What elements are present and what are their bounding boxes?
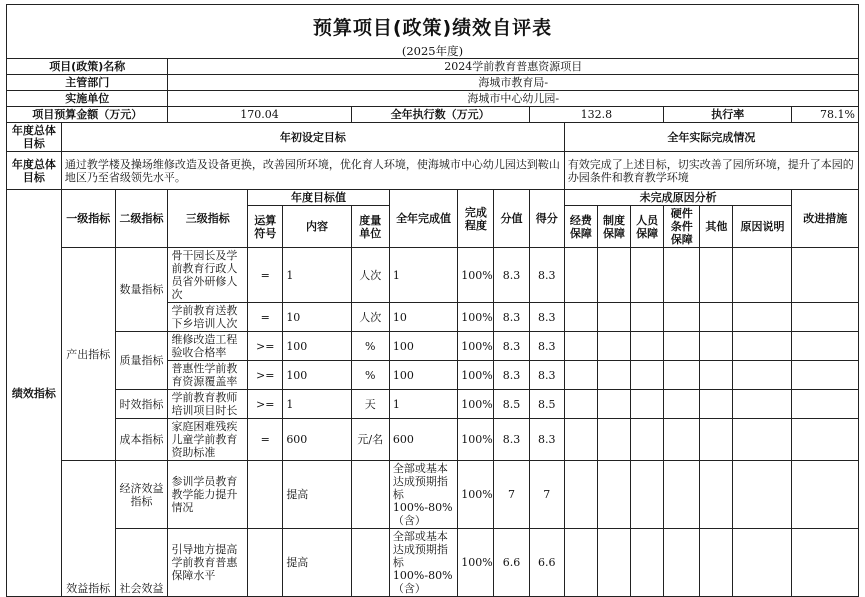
indicator-score: 8.3 <box>494 248 529 303</box>
title-box <box>6 4 859 58</box>
empty-cell <box>597 529 630 597</box>
empty-cell <box>597 461 630 529</box>
empty-cell <box>664 303 700 332</box>
project-name-label: 项目(政策)名称 <box>7 59 168 75</box>
indicator-got: 8.3 <box>529 303 564 332</box>
row-project-name <box>7 59 859 75</box>
indicator-degree: 100% <box>458 332 494 361</box>
indicator-op <box>248 461 283 529</box>
table-row <box>7 332 859 361</box>
indicator-content: 10 <box>283 303 351 332</box>
indicator-degree: 100% <box>458 361 494 390</box>
empty-cell <box>631 461 664 529</box>
empty-cell <box>792 361 859 390</box>
empty-cell <box>733 390 792 419</box>
budget-label: 项目预算金额（万元） <box>7 107 168 123</box>
empty-cell <box>792 461 859 529</box>
indicator-actual: 1 <box>389 390 457 419</box>
empty-cell <box>564 461 597 529</box>
empty-cell <box>664 248 700 303</box>
indicator-unit: 人次 <box>351 303 389 332</box>
group-quality: 质量指标 <box>115 332 168 390</box>
group-economic: 经济效益指标 <box>115 461 168 529</box>
indicator-actual: 全部或基本达成预期指标100%-80%（含） <box>389 529 457 597</box>
header-actual: 全年完成值 <box>389 190 457 248</box>
indicator-op: >= <box>248 390 283 419</box>
header-content: 内容 <box>283 206 351 248</box>
goal-label-2: 年度总体目标 <box>7 152 62 190</box>
empty-cell <box>631 361 664 390</box>
header-reason-3: 人员保障 <box>631 206 664 248</box>
row-goal-header <box>7 123 859 152</box>
empty-cell <box>733 461 792 529</box>
indicator-got: 7 <box>529 461 564 529</box>
rate-label: 执行率 <box>664 107 792 123</box>
row-dept <box>7 75 859 91</box>
indicator-score: 7 <box>494 461 529 529</box>
header-op: 运算符号 <box>248 206 283 248</box>
header-reason-4: 硬件条件保障 <box>664 206 700 248</box>
indicator-got: 8.3 <box>529 361 564 390</box>
empty-cell <box>733 332 792 361</box>
empty-cell <box>631 419 664 461</box>
header-reason-5: 其他 <box>700 206 733 248</box>
budget-value: 170.04 <box>168 107 351 123</box>
empty-cell <box>700 461 733 529</box>
indicator-score: 6.6 <box>494 529 529 597</box>
project-name-value: 2024学前教育普惠资源项目 <box>168 59 859 75</box>
table-row <box>7 461 859 529</box>
rate-value: 78.1% <box>792 107 859 123</box>
empty-cell <box>597 390 630 419</box>
indicator-op: >= <box>248 361 283 390</box>
group-quantity: 数量指标 <box>115 248 168 332</box>
header-improve: 改进措施 <box>792 190 859 248</box>
empty-cell <box>792 332 859 361</box>
empty-cell <box>564 332 597 361</box>
initial-goal-header: 年初设定目标 <box>61 123 564 152</box>
indicator-content: 提高 <box>283 529 351 597</box>
empty-cell <box>564 248 597 303</box>
table-row <box>7 248 859 303</box>
indicator-score: 8.3 <box>494 332 529 361</box>
indicator-name: 学前教育教师培训项目时长 <box>168 390 248 419</box>
empty-cell <box>792 390 859 419</box>
row-goal-text <box>7 152 859 190</box>
indicator-name: 学前教育送教下乡培训人次 <box>168 303 248 332</box>
indicator-got: 8.3 <box>529 332 564 361</box>
empty-cell <box>664 390 700 419</box>
indicator-got: 8.3 <box>529 248 564 303</box>
indicator-op: = <box>248 303 283 332</box>
indicator-name: 参训学员教育教学能力提升情况 <box>168 461 248 529</box>
unit-value: 海城市中心幼儿园- <box>168 91 859 107</box>
indicator-name: 普惠性学前教育资源覆盖率 <box>168 361 248 390</box>
row-unit <box>7 91 859 107</box>
empty-cell <box>631 332 664 361</box>
indicator-unit: 元/名 <box>351 419 389 461</box>
empty-cell <box>664 361 700 390</box>
header-target-group: 年度目标值 <box>248 190 390 206</box>
empty-cell <box>733 361 792 390</box>
header-got: 得分 <box>529 190 564 248</box>
indicator-content: 提高 <box>283 461 351 529</box>
indicator-name: 家庭困难残疾儿童学前教育资助标准 <box>168 419 248 461</box>
header-degree: 完成程度 <box>458 190 494 248</box>
indicator-unit: 天 <box>351 390 389 419</box>
dept-label: 主管部门 <box>7 75 168 91</box>
indicator-got: 6.6 <box>529 529 564 597</box>
empty-cell <box>564 529 597 597</box>
header-reason-6: 原因说明 <box>733 206 792 248</box>
indicator-actual: 600 <box>389 419 457 461</box>
empty-cell <box>564 361 597 390</box>
indicator-actual: 10 <box>389 303 457 332</box>
group-social: 社会效益 <box>115 529 168 597</box>
header-reason-group: 未完成原因分析 <box>564 190 792 206</box>
empty-cell <box>700 303 733 332</box>
empty-cell <box>733 529 792 597</box>
indicator-unit <box>351 529 389 597</box>
empty-cell <box>700 529 733 597</box>
indicator-actual: 全部或基本达成预期指标100%-80%（含） <box>389 461 457 529</box>
header-reason-1: 经费保障 <box>564 206 597 248</box>
empty-cell <box>631 303 664 332</box>
empty-cell <box>631 529 664 597</box>
empty-cell <box>564 390 597 419</box>
actual-goal-header: 全年实际完成情况 <box>564 123 858 152</box>
empty-cell <box>792 529 859 597</box>
indicator-got: 8.5 <box>529 390 564 419</box>
indicator-degree: 100% <box>458 303 494 332</box>
unit-label: 实施单位 <box>7 91 168 107</box>
perf-label: 绩效指标 <box>7 190 62 597</box>
header-level1: 一级指标 <box>61 190 115 248</box>
header-reason-2: 制度保障 <box>597 206 630 248</box>
empty-cell <box>664 529 700 597</box>
table-row <box>7 390 859 419</box>
header-level2: 二级指标 <box>115 190 168 248</box>
dept-value: 海城市教育局- <box>168 75 859 91</box>
indicator-score: 8.3 <box>494 419 529 461</box>
indicator-op: >= <box>248 332 283 361</box>
empty-cell <box>700 419 733 461</box>
empty-cell <box>564 303 597 332</box>
indicator-content: 100 <box>283 332 351 361</box>
header-score: 分值 <box>494 190 529 248</box>
indicator-content: 100 <box>283 361 351 390</box>
empty-cell <box>733 419 792 461</box>
indicator-op <box>248 529 283 597</box>
row-indicator-header-1 <box>7 190 859 206</box>
indicator-unit: % <box>351 332 389 361</box>
group-time: 时效指标 <box>115 390 168 419</box>
empty-cell <box>792 248 859 303</box>
evaluation-table <box>6 58 859 597</box>
empty-cell <box>664 332 700 361</box>
indicator-op: = <box>248 248 283 303</box>
indicator-content: 1 <box>283 390 351 419</box>
page-subtitle: (2025年度) <box>401 44 464 58</box>
empty-cell <box>664 419 700 461</box>
group-output: 产出指标 <box>61 248 115 461</box>
goal-label-1: 年度总体目标 <box>7 123 62 152</box>
indicator-score: 8.5 <box>494 390 529 419</box>
empty-cell <box>564 419 597 461</box>
empty-cell <box>700 361 733 390</box>
empty-cell <box>597 303 630 332</box>
page-title: 预算项目(政策)绩效自评表 <box>312 17 553 39</box>
group-cost: 成本指标 <box>115 419 168 461</box>
empty-cell <box>792 303 859 332</box>
indicator-content: 600 <box>283 419 351 461</box>
indicator-name: 维修改造工程验收合格率 <box>168 332 248 361</box>
empty-cell <box>733 248 792 303</box>
empty-cell <box>664 461 700 529</box>
empty-cell <box>733 303 792 332</box>
empty-cell <box>597 361 630 390</box>
table-row <box>7 529 859 597</box>
empty-cell <box>631 248 664 303</box>
indicator-score: 8.3 <box>494 303 529 332</box>
actual-goal-text: 有效完成了上述目标，切实改善了园所环境，提升了本园的办园条件和教育教学环境 <box>564 152 858 190</box>
indicator-unit <box>351 461 389 529</box>
initial-goal-text: 通过教学楼及操场维修改造及设备更换，改善园所环境，优化育人环境，使海城市中心幼儿园达到鞍山地区乃至省级领先水平。 <box>61 152 564 190</box>
indicator-degree: 100% <box>458 390 494 419</box>
table-row <box>7 419 859 461</box>
header-level3: 三级指标 <box>168 190 248 248</box>
indicator-op: = <box>248 419 283 461</box>
empty-cell <box>700 390 733 419</box>
indicator-degree: 100% <box>458 419 494 461</box>
group-effect: 效益指标 <box>61 461 115 597</box>
indicator-degree: 100% <box>458 461 494 529</box>
indicator-unit: 人次 <box>351 248 389 303</box>
header-unit: 度量单位 <box>351 206 389 248</box>
indicator-got: 8.3 <box>529 419 564 461</box>
empty-cell <box>700 248 733 303</box>
indicator-degree: 100% <box>458 248 494 303</box>
evaluation-sheet <box>6 4 859 597</box>
empty-cell <box>631 390 664 419</box>
exec-label: 全年执行数（万元） <box>351 107 529 123</box>
indicator-actual: 100 <box>389 332 457 361</box>
empty-cell <box>597 248 630 303</box>
empty-cell <box>700 332 733 361</box>
indicator-name: 骨干园长及学前教育行政人员省外研修人次 <box>168 248 248 303</box>
indicator-content: 1 <box>283 248 351 303</box>
indicator-score: 8.3 <box>494 361 529 390</box>
indicator-unit: % <box>351 361 389 390</box>
indicator-actual: 100 <box>389 361 457 390</box>
indicator-degree: 100% <box>458 529 494 597</box>
indicator-name: 引导地方提高学前教育普惠保障水平 <box>168 529 248 597</box>
indicator-actual: 1 <box>389 248 457 303</box>
exec-value: 132.8 <box>529 107 664 123</box>
empty-cell <box>597 419 630 461</box>
row-budget <box>7 107 859 123</box>
empty-cell <box>792 419 859 461</box>
empty-cell <box>597 332 630 361</box>
